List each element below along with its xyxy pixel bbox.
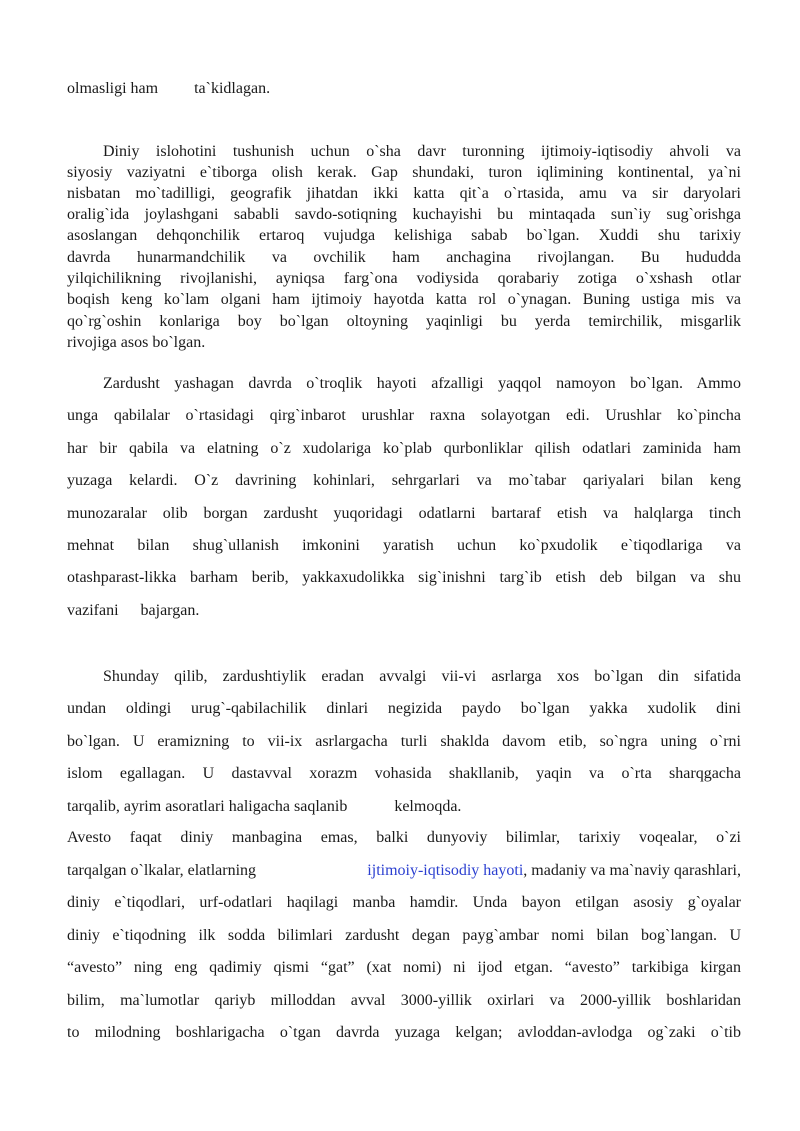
p3-last-part-1: tarqalib, ayrim asoratlari haligacha saqlanib — [67, 798, 348, 815]
p1-line: asoslangan dehqonchilik ertaroq vujudga kelishiga sabab bo`lgan. Xuddi shu tarixiy — [67, 227, 741, 244]
p3-line: Shunday qilib, zardushtiylik eradan avvalgi vii-vi asrlarga xos bo`lgan din sifatida — [103, 668, 741, 685]
p3-last-part-2: kelmoqda. — [394, 798, 462, 815]
p1-line: qo`rg`oshin konlariga boy bo`lgan oltoyning yaqinligi bu yerda temirchilik, misgarlik — [67, 313, 741, 330]
p4-line: diniy e`tiqodlari, urf-odatlari haqilagi manba hamdir. Unda bayon etilgan asosiy g`oyalar — [67, 894, 741, 911]
p2-line: munozaralar olib borgan zardusht yuqoridagi odatlarni bartaraf etish va halqlarga tinch — [67, 505, 741, 522]
p4-line2-start: tarqalgan o`lkalar, elatlarning — [67, 862, 257, 879]
p4-line: Avesto faqat diniy manbagina emas, balki dunyoviy bilimlar, tarixiy voqealar, o`zi — [67, 829, 741, 846]
p3-line: bo`lgan. U eramizning to vii-ix asrlargacha turli shaklda davom etib, so`ngra uning o`rni — [67, 733, 741, 750]
p1-line: boqish keng ko`lam olgani ham ijtimoiy hayotda katta rol o`ynagan. Buning ustiga mis va — [67, 291, 741, 308]
p2-last-part-1: vazifani — [67, 602, 119, 619]
p4-line: “avesto” ning eng qadimiy qismi “gat” (xat nomi) ni ijod etgan. “avesto” tarkibiga kirgan — [67, 959, 741, 976]
p1-line: nisbatan mo`tadilligi, geografik jihatdan ikki katta qit`a o`rtasida, amu va sir daryolari — [67, 185, 741, 202]
p2-line: otashparast-likka barham berib, yakkaxudolikka sig`inishni targ`ib etish deb bilgan va shu — [67, 569, 741, 586]
p2-line-last — [67, 601, 741, 621]
p3-line: undan oldingi urug`-qabilachilik dinlari negizida paydo bo`lgan yakka xudolik dini — [67, 700, 741, 717]
p1-line: davrda hunarmandchilik va ovchilik ham anchagina rivojlangan. Bu hududda — [67, 249, 741, 266]
p3-line-last — [67, 797, 741, 817]
p1-line-last: rivojiga asos bo`lgan. — [67, 334, 206, 351]
p1-line: yilqichilikning rivojlanishi, ayniqsa farg`ona vodiysida qorabariy zotiga o`xshash otlar — [67, 270, 741, 287]
p2-line: yuzaga kelardi. O`z davrining kohinlari, sehrgarlari va mo`tabar qariyalari bilan keng — [67, 472, 741, 489]
p1-line: Diniy islohotini tushunish uchun o`sha davr turonning ijtimoiy-iqtisodiy ahvoli va — [103, 143, 741, 160]
p2-line: har bir qabila va elatning o`z xudolariga ko`plab qurbonliklar qilish odatlari zaminida ham — [67, 440, 741, 457]
p4-line: diniy e`tiqodning ilk sodda bilimlari zardusht degan payg`ambar nomi bilan bog`langan. U — [67, 927, 741, 944]
p1-line: oralig`ida joylashgani sababli savdo-sotiqning kuchayishi bu mintaqada sun`iy sug`orishga — [67, 206, 741, 223]
p2-line: Zardusht yashagan davrda o`troqlik hayoti afzalligi yaqqol namoyon bo`lgan. Ammo — [103, 375, 741, 392]
p1-line: siyosiy vaziyatni e`tiborga olish kerak. Gap shundaki, turon iqlimining kontinental, ya`ni — [67, 164, 741, 181]
p4-line-with-link — [67, 861, 741, 881]
p3-line: islom egallagan. U dastavval xorazm vohasida shakllanib, yaqin va o`rta sharqgacha — [67, 765, 741, 782]
p4-line2-end: , madaniy va ma`naviy qarashlari, — [523, 862, 741, 879]
p4-line: bilim, ma`lumotlar qariyb milloddan avval 3000-yillik oxirlari va 2000-yillik boshlaridan — [67, 992, 741, 1009]
p4-line: to milodning boshlarigacha o`tgan davrda yuzaga kelgan; avloddan-avlodga og`zaki o`tib — [67, 1024, 741, 1041]
top-line — [67, 79, 741, 99]
top-part-1: olmasligi ham — [67, 80, 159, 97]
p2-last-part-2: bajargan. — [140, 602, 200, 619]
top-part-2: ta`kidlagan. — [194, 80, 271, 97]
p2-line: mehnat bilan shug`ullanish imkonini yaratish uchun ko`pxudolik e`tiqodlariga va — [67, 537, 741, 554]
p2-line: unga qabilalar o`rtasidagi qirg`inbarot urushlar raxna solayotgan edi. Urushlar ko`pincha — [67, 407, 741, 424]
ijtimoiy-iqtisodiy-link[interactable]: ijtimoiy-iqtisodiy hayoti — [367, 862, 524, 879]
